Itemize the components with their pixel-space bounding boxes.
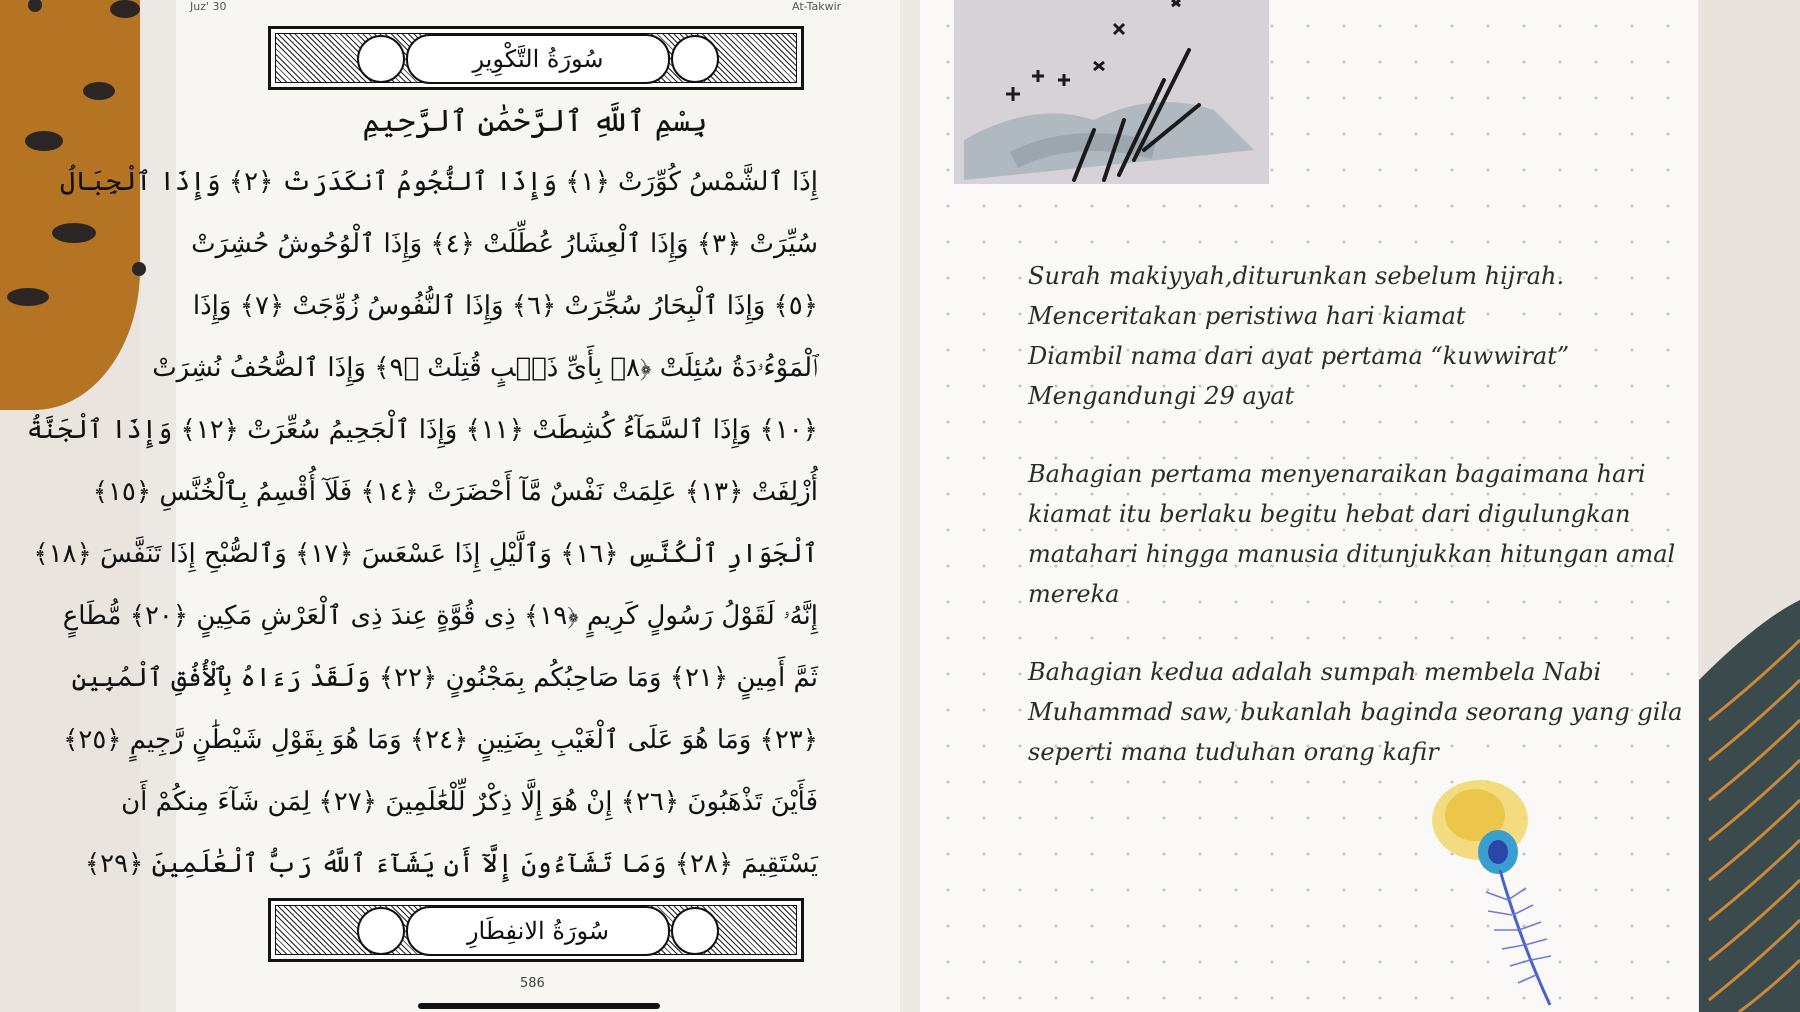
peacock-feather-icon	[1420, 770, 1570, 1010]
ink-brush-illustration	[954, 0, 1269, 184]
ornament-medallion	[357, 35, 405, 83]
page-number: 586	[520, 976, 545, 991]
dot-decoration	[110, 0, 140, 18]
dot-decoration	[132, 262, 146, 276]
note-line: Surah makiyyah,diturunkan sebelum hijrah.	[1028, 262, 1565, 290]
verse-line: إِنَّهُۥ لَقَوْلُ رَسُولٍ كَرِيمٍ ﴿١٩﴾ ذِى قُوَّةٍ عِندَ ذِى ٱلْعَرْشِ مَكِينٍ ﴿٢٠﴾ مُّطَاعٍ	[62, 601, 818, 631]
note-line: Bahagian kedua adalah sumpah membela Nabi	[1028, 658, 1602, 686]
note-line: Mengandungi 29 ayat	[1028, 382, 1295, 410]
verse-line: أُزْلِفَتْ ﴿١٣﴾ عَلِمَتْ نَفْسٌ مَّآ أَحْضَرَتْ ﴿١٤﴾ فَلَآ أُقْسِمُ بِٱلْخُنَّسِ ﴿١٥﴾	[92, 477, 818, 507]
striped-teal-decoration	[1699, 600, 1800, 1012]
note-line: seperti mana tuduhan orang kafir	[1028, 738, 1439, 766]
note-line: Bahagian pertama menyenaraikan bagaimana hari	[1028, 460, 1646, 488]
next-surah-title: سُورَةُ الانفِطَارِ	[406, 906, 670, 956]
ornament-medallion	[671, 35, 719, 83]
ornament-medallion	[357, 907, 405, 955]
note-line: Diambil nama dari ayat pertama “kuwwirat”	[1028, 342, 1570, 370]
verse-line: فَأَيْنَ تَذْهَبُونَ ﴿٢٦﴾ إِنْ هُوَ إِلَّا ذِكْرٌ لِّلْعَٰلَمِينَ ﴿٢٧﴾ لِمَن شَآءَ مِنكُمْ أَن	[121, 787, 818, 817]
note-line: kiamat itu berlaku begitu hebat dari digulungkan	[1028, 500, 1631, 528]
dot-decoration	[7, 288, 49, 306]
dot-decoration	[52, 223, 96, 243]
note-line: mereka	[1028, 580, 1120, 608]
dot-decoration	[25, 131, 63, 151]
dot-decoration	[28, 0, 42, 12]
note-line: matahari hingga manusia ditunjukkan hitungan amal	[1028, 540, 1676, 568]
verse-line: ٱلْمَوْءُۥدَةُ سُئِلَتْ ﴿٨﴾ بِأَىِّ ذَنۢبٍ قُتِلَتْ ﴿٩﴾ وَإِذَا ٱلصُّحُفُ نُشِرَتْ	[152, 353, 818, 383]
ornament-medallion	[671, 907, 719, 955]
home-indicator-bar[interactable]	[418, 1003, 660, 1009]
dot-decoration	[83, 82, 115, 100]
verse-line: ﴿١٠﴾ وَإِذَا ٱلسَّمَآءُ كُشِطَتْ ﴿١١﴾ وَإِذَا ٱلْجَحِيمُ سُعِّرَتْ ﴿١٢﴾ وَإِذَا ٱلْجَنَّةُ	[26, 415, 818, 445]
verse-line: سُيِّرَتْ ﴿٣﴾ وَإِذَا ٱلْعِشَارُ عُطِّلَتْ ﴿٤﴾ وَإِذَا ٱلْوُحُوشُ حُشِرَتْ	[191, 229, 818, 259]
next-surah-frame	[268, 898, 804, 962]
note-line: Menceritakan peristiwa hari kiamat	[1028, 302, 1466, 330]
verse-line: ﴿٥﴾ وَإِذَا ٱلْبِحَارُ سُجِّرَتْ ﴿٦﴾ وَإِذَا ٱلنُّفُوسُ زُوِّجَتْ ﴿٧﴾ وَإِذَا	[192, 291, 818, 321]
basmala: بِسْمِ ٱللَّهِ ٱلرَّحْمَٰنِ ٱلرَّحِيمِ	[362, 104, 708, 139]
verse-line: ﴿٢٣﴾ وَمَا هُوَ عَلَى ٱلْغَيْبِ بِضَنِينٍ ﴿٢٤﴾ وَمَا هُوَ بِقَوْلِ شَيْطَٰنٍ رَّجِيمٍ ﴿٢٥﴾	[63, 725, 818, 755]
surah-name-label: At-Takwir	[792, 0, 842, 13]
verse-line: إِذَا ٱلشَّمْسُ كُوِّرَتْ ﴿١﴾ وَإِذَا ٱلنُّجُومُ ٱنكَدَرَتْ ﴿٢﴾ وَإِذَا ٱلْجِبَالُ	[60, 167, 818, 197]
verse-line: يَسْتَقِيمَ ﴿٢٨﴾ وَمَا تَشَآءُونَ إِلَّآ أَن يَشَآءَ ٱللَّهُ رَبُّ ٱلْعَٰلَمِينَ ﴿٢٩﴾	[84, 849, 818, 879]
surah-header-title: سُورَةُ التَّكْوِيرِ	[406, 34, 670, 84]
verse-line: ثَمَّ أَمِينٍ ﴿٢١﴾ وَمَا صَاحِبُكُم بِمَجْنُونٍ ﴿٢٢﴾ وَلَقَدْ رَءَاهُ بِٱلْأُفُقِ ٱلْمُبِينِ	[71, 663, 818, 693]
juz-label: Juz' 30	[190, 0, 227, 13]
note-line: Muhammad saw, bukanlah baginda seorang yang gila	[1028, 698, 1683, 726]
surah-header-frame	[268, 26, 804, 90]
verse-line: ٱلْجَوَارِ ٱلْكُنَّسِ ﴿١٦﴾ وَٱلَّيْلِ إِذَا عَسْعَسَ ﴿١٧﴾ وَٱلصُّبْحِ إِذَا تَنَفَّسَ ﴿١٨﴾	[33, 539, 818, 569]
